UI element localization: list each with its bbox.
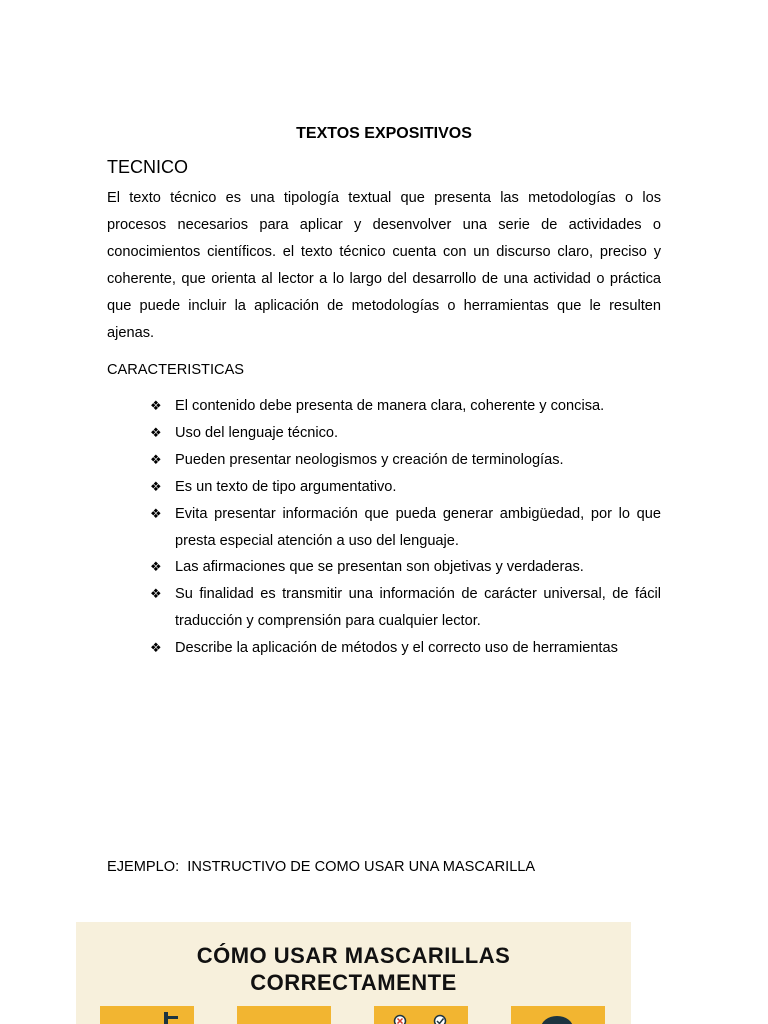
- step-tile: [374, 1006, 468, 1024]
- list-item: [150, 581, 661, 635]
- list-item: [150, 447, 661, 474]
- body-paragraph: El texto técnico es una tipología textual que presenta las metodologías o los procesos necesarios para aplicar y desenvolver una serie de actividades o conocimientos científicos. el texto técnico cuenta con un discurso claro, preciso y coherente, que orienta al lector a lo largo del desarrollo de una actividad o práctica que puede incluir la aplicación de metodologías o herramientas que le resulten ajenas.: [107, 190, 661, 341]
- bullet-diamond-icon: ❖: [150, 640, 162, 656]
- face-icon: [511, 1006, 605, 1024]
- document-title: TEXTOS EXPOSITIVOS: [296, 125, 472, 142]
- step-tile: [100, 1006, 194, 1024]
- bullet-diamond-icon: ❖: [150, 398, 162, 413]
- blank-icon: [237, 1006, 331, 1024]
- bullet-diamond-icon: ❖: [150, 505, 162, 521]
- characteristics-heading: CARACTERISTICAS: [107, 362, 245, 378]
- bullet-diamond-icon: ❖: [150, 451, 162, 467]
- list-item-text: Su finalidad es transmitir una información de carácter universal, de fácil traducción y comprensión para cualquier lector.: [175, 586, 661, 630]
- section-heading: TECNICO: [107, 157, 188, 177]
- list-item: [150, 635, 661, 662]
- list-item: [150, 554, 661, 581]
- list-item: [150, 393, 661, 420]
- bullet-diamond-icon: ❖: [150, 559, 162, 575]
- list-item-text: El contenido debe presenta de manera clara, coherente y concisa.: [175, 398, 605, 414]
- list-item: [150, 420, 661, 447]
- bullet-diamond-icon: ❖: [150, 478, 162, 494]
- infographic-title-line: CÓMO USAR MASCARILLAS: [196, 943, 511, 968]
- step-tile: [511, 1006, 605, 1024]
- mask-infographic: [76, 922, 631, 1024]
- step-tile: [237, 1006, 331, 1024]
- list-item-text: Es un texto de tipo argumentativo.: [175, 478, 397, 495]
- list-item: [150, 474, 661, 501]
- check-cross-icon: [374, 1006, 468, 1024]
- list-item-text: Pueden presentar neologismos y creación de terminologías.: [175, 451, 564, 468]
- list-item-text: Las afirmaciones que se presentan son objetivas y verdaderas.: [175, 559, 584, 576]
- characteristics-list: [150, 393, 661, 662]
- infographic-title-line: CORRECTAMENTE: [250, 970, 457, 995]
- bullet-diamond-icon: ❖: [150, 424, 162, 440]
- faucet-icon: [100, 1006, 194, 1024]
- list-item-text: Evita presentar información que pueda generar ambigüedad, por lo que presta especial atención a uso del lenguaje.: [175, 505, 661, 549]
- list-item-text: Describe la aplicación de métodos y el correcto uso de herramientas: [175, 640, 618, 657]
- bullet-diamond-icon: ❖: [150, 586, 162, 602]
- example-caption: EJEMPLO: INSTRUCTIVO DE COMO USAR UNA MASCARILLA: [107, 859, 536, 875]
- infographic-title: [76, 942, 631, 996]
- list-item: [150, 501, 661, 555]
- list-item-text: Uso del lenguaje técnico.: [175, 424, 339, 441]
